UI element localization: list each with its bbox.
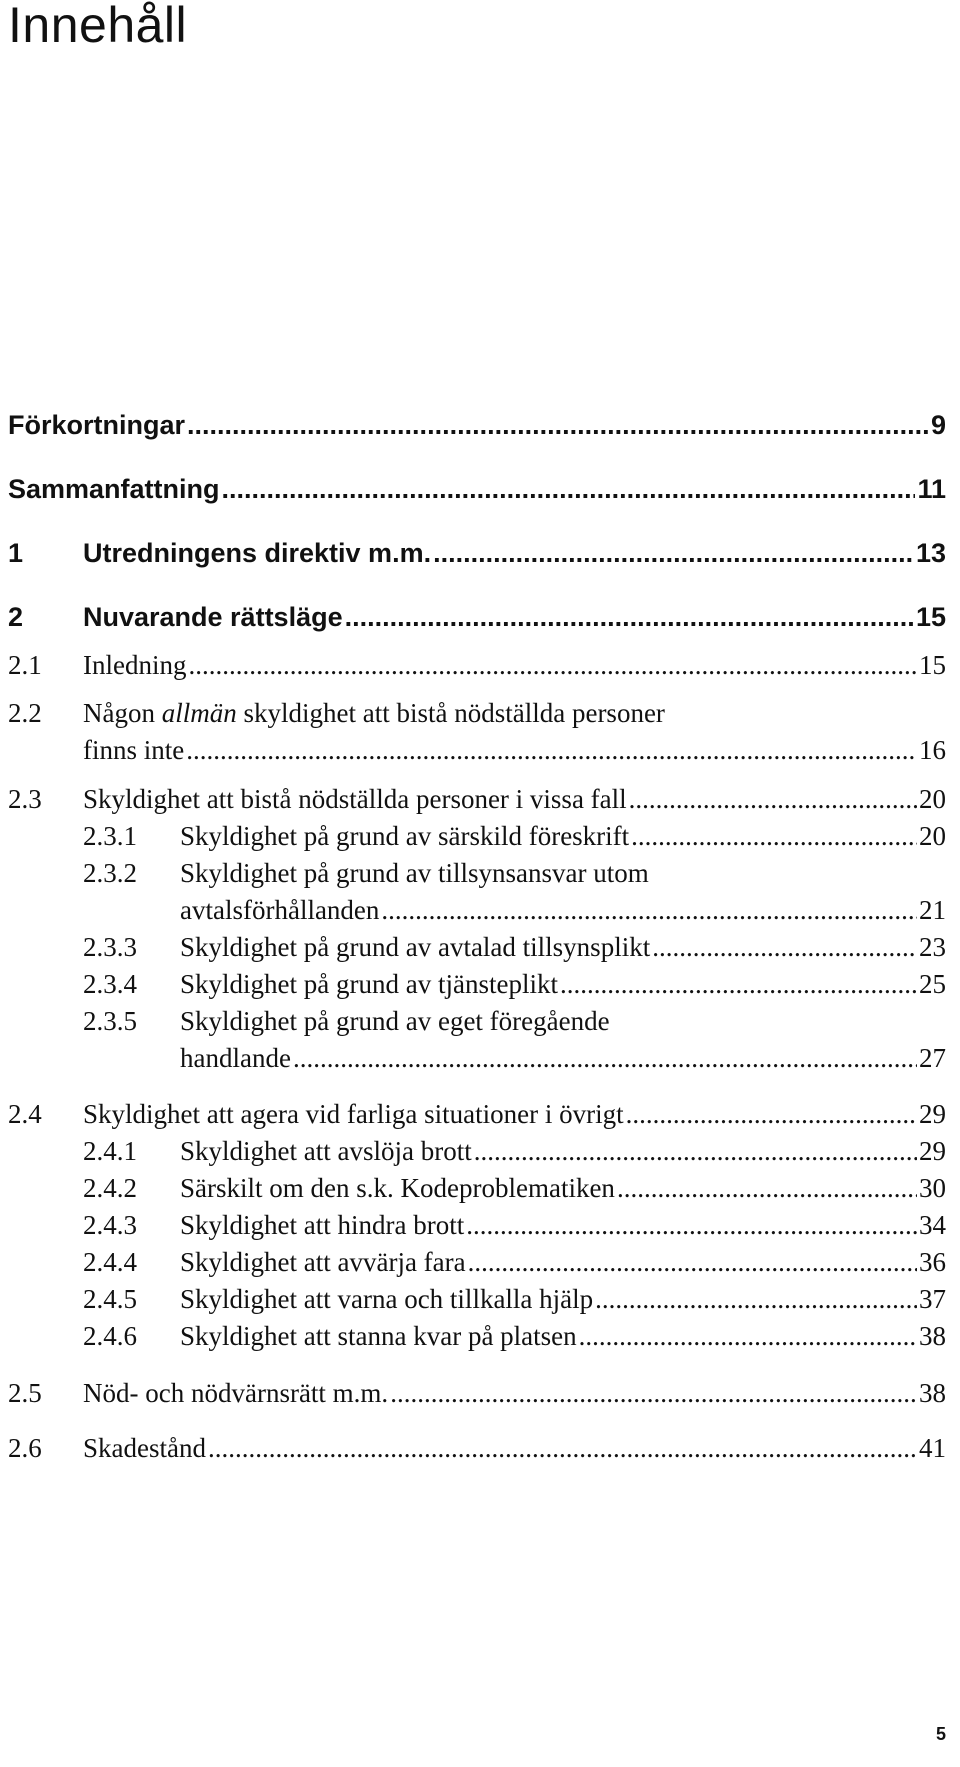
toc-entry-page: 29 — [919, 1099, 946, 1129]
toc-entry[interactable] — [0, 927, 960, 967]
toc-entry-title: finns inte — [83, 735, 185, 765]
toc-entry-page: 21 — [919, 895, 946, 925]
toc-entry-number: 2.3.2 — [83, 858, 137, 888]
toc-entry-number: 2.3.1 — [83, 821, 137, 851]
page-title: Innehåll — [8, 0, 188, 53]
toc-entry-title: Särskilt om den s.k. Kodeproblematiken — [180, 1173, 615, 1203]
toc-entry-page: 38 — [919, 1378, 946, 1408]
toc-entry[interactable] — [0, 890, 960, 930]
toc-entry-title: Skyldighet att varna och tillkalla hjälp — [180, 1284, 594, 1314]
toc-entry-number: 2.4.5 — [83, 1284, 137, 1314]
toc-entry-page: 25 — [919, 969, 946, 999]
toc-entry-number: 2.4 — [8, 1099, 42, 1129]
title-text: skyldighet att bistå nödställda personer — [236, 698, 665, 728]
toc-entry-title: Skyldighet att agera vid farliga situationer i övrigt — [83, 1099, 624, 1129]
toc-entry-title-line1: Skyldighet på grund av eget föregående — [180, 1006, 610, 1036]
toc-entry[interactable] — [0, 469, 960, 509]
toc-entry-page: 36 — [919, 1247, 946, 1277]
toc-entry-title: Skyldighet att stanna kvar på platsen — [180, 1321, 577, 1351]
dot-leader — [187, 405, 929, 445]
toc-entry[interactable] — [0, 1373, 960, 1413]
dot-leader — [433, 533, 914, 573]
toc-entry-title: Skyldighet på grund av tjänsteplikt — [180, 969, 558, 999]
toc-entry-page: 34 — [919, 1210, 946, 1240]
toc-entry[interactable] — [0, 964, 960, 1004]
toc-entry-title: Inledning — [83, 650, 187, 680]
dot-leader — [390, 1373, 917, 1413]
toc-entry-title: Skyldighet på grund av avtalad tillsynsplikt — [180, 932, 651, 962]
dot-leader — [652, 927, 917, 967]
toc-entry-title: Skyldighet att avslöja brott — [180, 1136, 472, 1166]
dot-leader — [293, 1038, 917, 1078]
toc-entry[interactable] — [0, 597, 960, 637]
toc-entry-page: 30 — [919, 1173, 946, 1203]
toc-entry-number: 2.3.5 — [83, 1006, 137, 1036]
toc-entry[interactable] — [0, 1131, 960, 1171]
toc-entry-title: avtalsförhållanden — [180, 895, 380, 925]
toc-entry-page: 9 — [930, 410, 946, 440]
toc-entry-first-line[interactable] — [0, 693, 960, 733]
toc-entry[interactable] — [0, 816, 960, 856]
toc-entry[interactable] — [0, 730, 960, 770]
toc-entry[interactable] — [0, 1316, 960, 1356]
dot-leader — [626, 1094, 917, 1134]
dot-leader — [595, 1279, 917, 1319]
toc-entry-title: Nuvarande rättsläge — [83, 602, 343, 632]
toc-entry[interactable] — [0, 779, 960, 819]
toc-entry-number: 2.6 — [8, 1433, 42, 1463]
toc-entry-number: 2.4.3 — [83, 1210, 137, 1240]
dot-leader — [186, 730, 917, 770]
toc-entry-page: 15 — [919, 650, 946, 680]
dot-leader — [474, 1131, 917, 1171]
toc-entry-title: Förkortningar — [8, 410, 186, 440]
toc-entry-page: 11 — [917, 474, 946, 504]
toc-entry-title: Nöd- och nödvärnsrätt m.m. — [83, 1378, 389, 1408]
toc-entry-title: Skyldighet att bistå nödställda personer i vissa fall — [83, 784, 627, 814]
toc-entry-title-line1: Skyldighet på grund av tillsynsansvar utom — [180, 858, 649, 888]
toc-entry-number: 2.4.2 — [83, 1173, 137, 1203]
toc-entry-first-line[interactable] — [0, 1001, 960, 1041]
dot-leader — [466, 1205, 917, 1245]
toc-entry-title: handlande — [180, 1043, 291, 1073]
toc-entry-page: 37 — [919, 1284, 946, 1314]
toc-entry[interactable] — [0, 405, 960, 445]
toc-entry[interactable] — [0, 1428, 960, 1468]
toc-entry-number: 2.3.4 — [83, 969, 137, 999]
dot-leader — [208, 1428, 917, 1468]
toc-entry-page: 20 — [919, 821, 946, 851]
toc-entry[interactable] — [0, 1205, 960, 1245]
toc-entry-number: 2.4.1 — [83, 1136, 137, 1166]
dot-leader — [345, 597, 914, 637]
toc-entry-title: Skyldighet att hindra brott — [180, 1210, 465, 1240]
toc-entry-title-line1 — [83, 693, 665, 733]
page-number: 5 — [935, 1724, 946, 1744]
toc-entry-title: Skadestånd — [83, 1433, 206, 1463]
dot-leader — [631, 816, 917, 856]
dot-leader — [188, 645, 917, 685]
dot-leader — [617, 1168, 917, 1208]
toc-entry-number: 2 — [8, 602, 24, 632]
toc-entry-number: 2.4.4 — [83, 1247, 137, 1277]
dot-leader — [381, 890, 917, 930]
toc-entry[interactable] — [0, 1038, 960, 1078]
toc-entry-page: 38 — [919, 1321, 946, 1351]
toc-entry-title: Sammanfattning — [8, 474, 220, 504]
toc-entry-page: 23 — [919, 932, 946, 962]
toc-entry[interactable] — [0, 1094, 960, 1134]
toc-entry-title: Skyldighet att avvärja fara — [180, 1247, 466, 1277]
toc-entry-page: 29 — [919, 1136, 946, 1166]
toc-entry-number: 2.3 — [8, 784, 42, 814]
dot-leader — [579, 1316, 917, 1356]
toc-entry-page: 41 — [919, 1433, 946, 1463]
toc-entry[interactable] — [0, 645, 960, 685]
toc-entry[interactable] — [0, 1242, 960, 1282]
toc-entry-page: 16 — [919, 735, 946, 765]
dot-leader — [468, 1242, 917, 1282]
toc-entry-page: 27 — [919, 1043, 946, 1073]
toc-entry-number: 1 — [8, 538, 24, 568]
dot-leader — [560, 964, 917, 1004]
toc-entry-number: 2.5 — [8, 1378, 42, 1408]
title-emphasis: allmän — [161, 698, 237, 728]
toc-entry[interactable] — [0, 1279, 960, 1319]
toc-entry-page: 15 — [915, 602, 946, 632]
toc-entry-number: 2.3.3 — [83, 932, 137, 962]
toc-entry-number: 2.2 — [8, 698, 42, 728]
toc-entry-page: 13 — [915, 538, 946, 568]
toc-entry-number: 2.4.6 — [83, 1321, 137, 1351]
toc-entry-number: 2.1 — [8, 650, 42, 680]
toc-entry-page: 20 — [919, 784, 946, 814]
dot-leader — [629, 779, 917, 819]
toc-entry-title: Skyldighet på grund av särskild föreskrift — [180, 821, 630, 851]
dot-leader — [222, 469, 916, 509]
toc-entry-first-line[interactable] — [0, 853, 960, 893]
toc-entry[interactable] — [0, 1168, 960, 1208]
title-text: Någon — [83, 698, 162, 728]
toc-entry-title: Utredningens direktiv m.m. — [83, 538, 432, 568]
toc-entry[interactable] — [0, 533, 960, 573]
